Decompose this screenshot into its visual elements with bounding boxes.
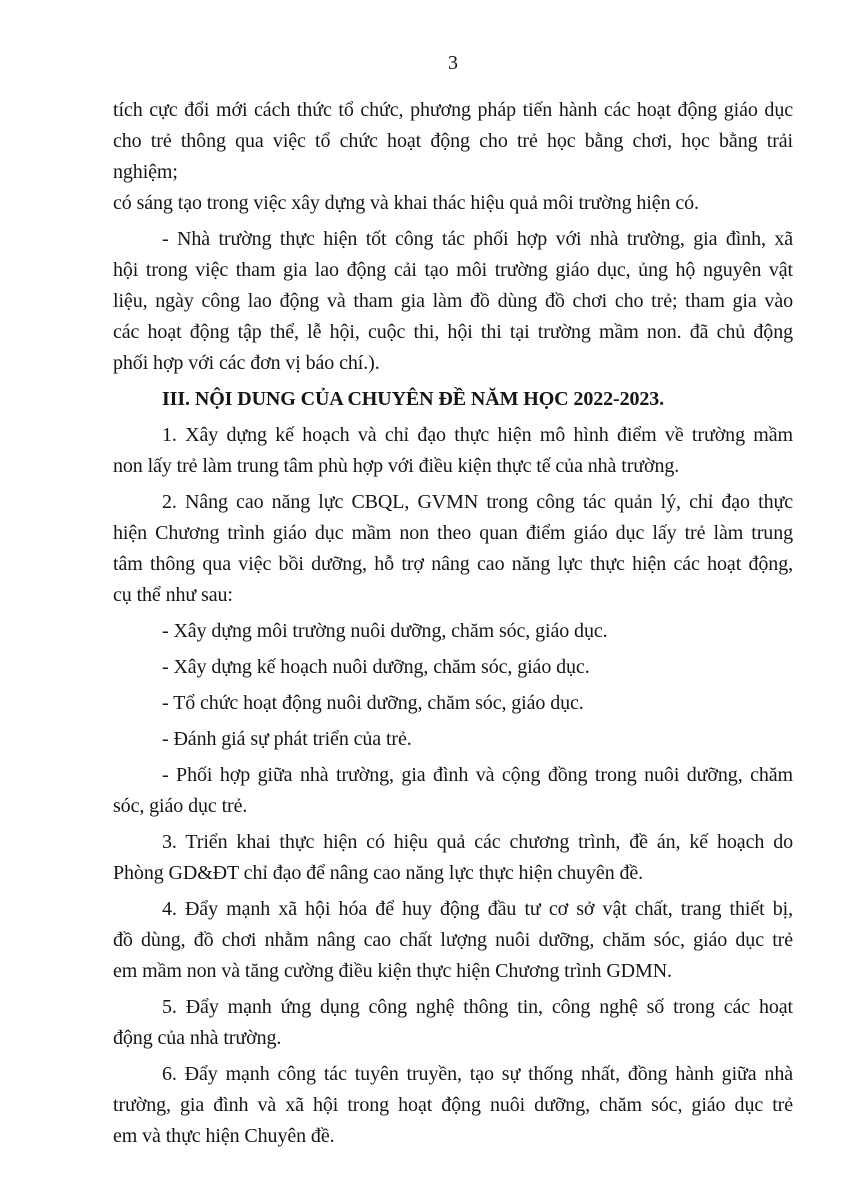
page-number: 3 xyxy=(448,52,458,74)
text-line: em và thực hiện Chuyên đề. xyxy=(113,1125,335,1147)
text-line: 2. Nâng cao năng lực CBQL, GVMN trong công tác quản lý, chỉ đạo thực xyxy=(162,491,793,513)
text-line: các hoạt động tập thể, lễ hội, cuộc thi, hội thi tại trường mầm non. đã chủ động xyxy=(113,321,793,343)
text-line: Phòng GD&ĐT chỉ đạo để nâng cao năng lực thực hiện chuyên đề. xyxy=(113,862,644,884)
paragraph xyxy=(113,1059,793,1152)
text-line: phối hợp với các đơn vị báo chí.). xyxy=(113,352,380,374)
text-line: III. NỘI DUNG CỦA CHUYÊN ĐỀ NĂM HỌC 2022-2023. xyxy=(162,388,665,410)
text-line: có sáng tạo trong việc xây dựng và khai thác hiệu quả môi trường hiện có. xyxy=(113,192,699,214)
text-line: 1. Xây dựng kế hoạch và chỉ đạo thực hiện mô hình điểm về trường mầm xyxy=(162,424,793,446)
paragraph xyxy=(113,487,793,611)
text-line: cho trẻ thông qua việc tổ chức hoạt động cho trẻ học bằng chơi, học bằng trải nghiệm; xyxy=(113,130,793,183)
text-line: 5. Đẩy mạnh ứng dụng công nghệ thông tin, công nghệ số trong các hoạt xyxy=(162,996,793,1018)
text-line: tâm thông qua việc bồi dưỡng, hỗ trợ nâng cao năng lực thực hiện các hoạt động, xyxy=(113,553,793,575)
text-line: tích cực đổi mới cách thức tổ chức, phương pháp tiến hành các hoạt động giáo dục xyxy=(113,99,793,121)
text-line: sóc, giáo dục trẻ. xyxy=(113,795,248,817)
text-line: - Xây dựng môi trường nuôi dưỡng, chăm sóc, giáo dục. xyxy=(162,620,608,642)
text-line: 3. Triển khai thực hiện có hiệu quả các chương trình, đề án, kế hoạch do xyxy=(162,831,793,853)
paragraph xyxy=(113,760,793,822)
text-line: động của nhà trường. xyxy=(113,1027,282,1049)
paragraph xyxy=(113,827,793,889)
text-line: - Đánh giá sự phát triển của trẻ. xyxy=(162,728,412,750)
text-line: - Nhà trường thực hiện tốt công tác phối hợp với nhà trường, gia đình, xã xyxy=(162,228,793,250)
text-line: non lấy trẻ làm trung tâm phù hợp với điều kiện thực tế của nhà trường. xyxy=(113,455,680,477)
text-line: hiện Chương trình giáo dục mầm non theo quan điểm giáo dục lấy trẻ làm trung xyxy=(113,522,793,544)
paragraph xyxy=(113,224,793,379)
text-line: 4. Đẩy mạnh xã hội hóa để huy động đầu tư cơ sở vật chất, trang thiết bị, xyxy=(162,898,793,920)
paragraph xyxy=(113,992,793,1054)
paragraph xyxy=(113,616,793,647)
paragraph xyxy=(113,688,793,719)
text-line: liệu, ngày công lao động và tham gia làm đồ dùng đồ chơi cho trẻ; tham gia vào xyxy=(113,290,793,312)
paragraph xyxy=(113,420,793,482)
text-line: hội trong việc tham gia lao động cải tạo môi trường giáo dục, ủng hộ nguyên vật xyxy=(113,259,793,281)
text-line: cụ thể như sau: xyxy=(113,584,233,606)
paragraph xyxy=(113,724,793,755)
text-line: em mầm non và tăng cường điều kiện thực hiện Chương trình GDMN. xyxy=(113,960,672,982)
text-line: trường, gia đình và xã hội trong hoạt động nuôi dưỡng, chăm sóc, giáo dục trẻ xyxy=(113,1094,793,1116)
text-line: - Tổ chức hoạt động nuôi dưỡng, chăm sóc, giáo dục. xyxy=(162,692,584,714)
paragraph xyxy=(113,95,793,219)
text-line: đồ dùng, đồ chơi nhằm nâng cao chất lượng nuôi dưỡng, chăm sóc, giáo dục trẻ xyxy=(113,929,793,951)
paragraph xyxy=(113,894,793,987)
paragraph xyxy=(113,652,793,683)
document-body xyxy=(113,95,793,1152)
text-line: - Xây dựng kế hoạch nuôi dưỡng, chăm sóc, giáo dục. xyxy=(162,656,590,678)
section-heading xyxy=(113,384,793,415)
text-line: 6. Đẩy mạnh công tác tuyên truyền, tạo sự thống nhất, đồng hành giữa nhà xyxy=(162,1063,793,1085)
text-line: - Phối hợp giữa nhà trường, gia đình và cộng đồng trong nuôi dưỡng, chăm xyxy=(162,764,793,786)
